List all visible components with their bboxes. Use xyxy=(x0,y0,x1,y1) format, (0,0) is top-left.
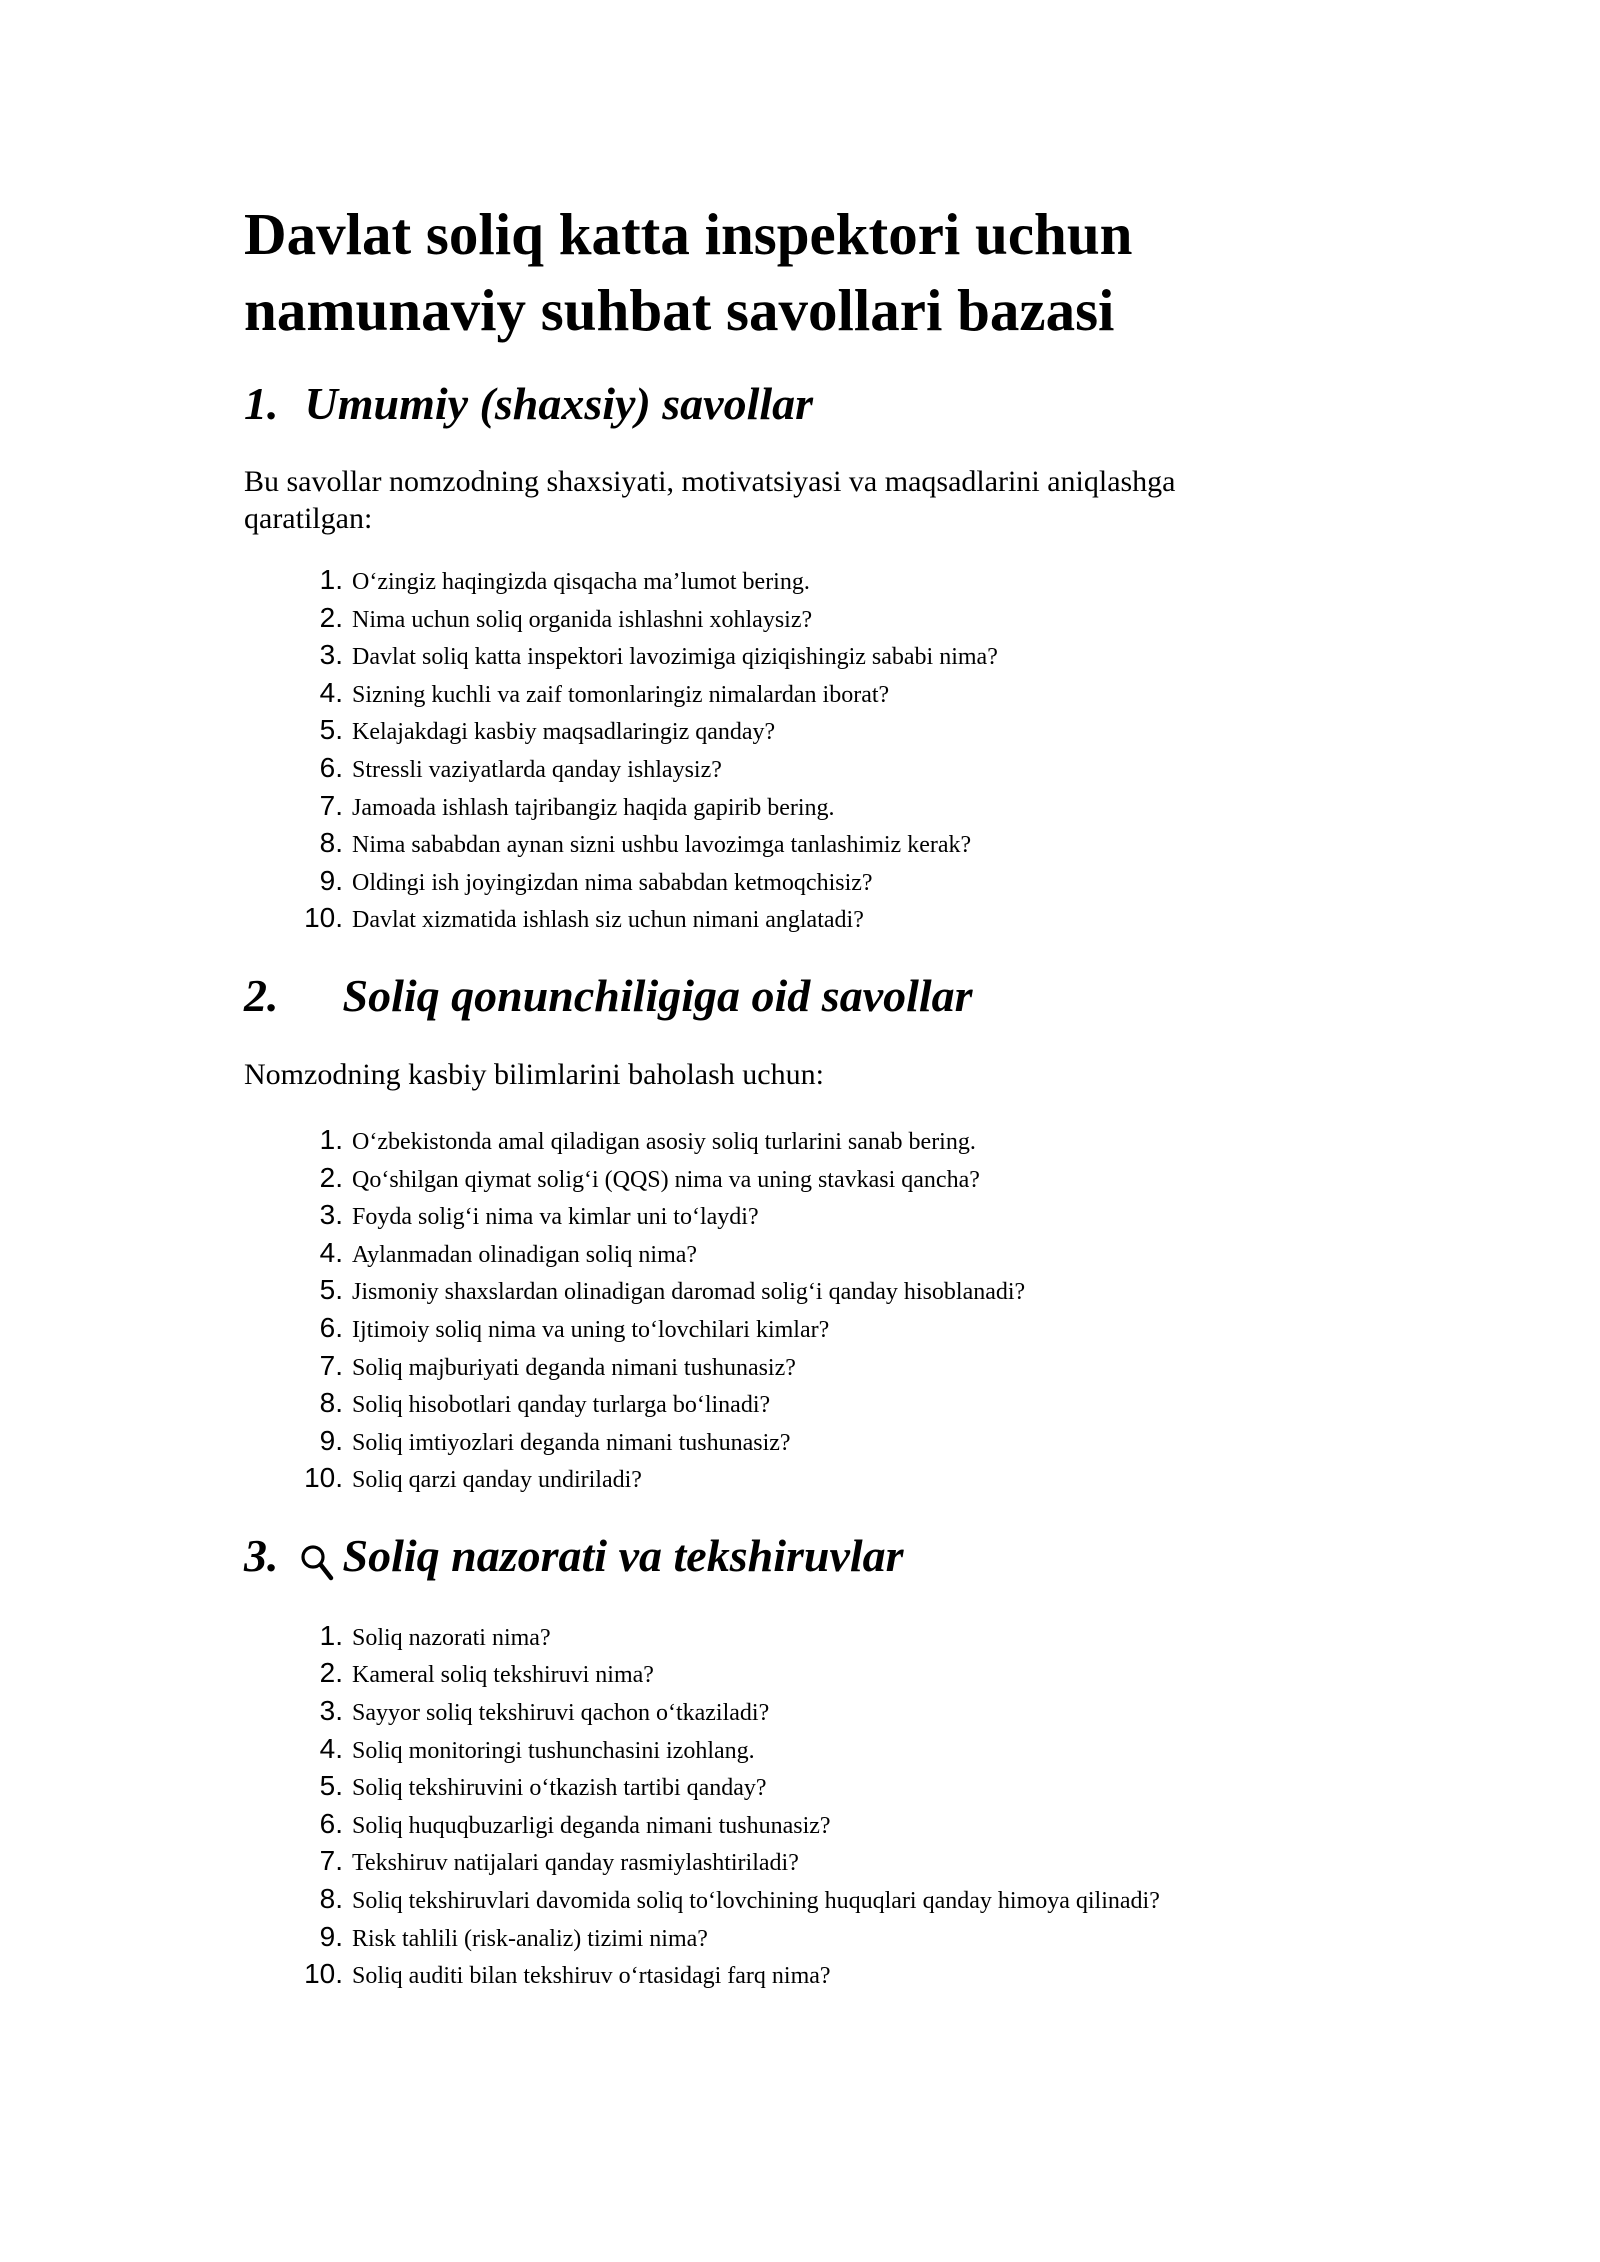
question-number: 8. xyxy=(319,1387,343,1419)
question-text: Davlat soliq katta inspektori lavozimiga qiziqishingiz sababi nima? xyxy=(352,644,998,671)
list-item xyxy=(292,1162,1394,1200)
list-item xyxy=(292,1462,1394,1500)
list-item xyxy=(292,1770,1394,1808)
list-item xyxy=(292,752,1394,790)
question-number: 7. xyxy=(319,789,343,821)
question-number: 9. xyxy=(319,864,343,896)
list-item xyxy=(292,564,1394,602)
question-number: 2. xyxy=(319,601,343,633)
section-2-intro xyxy=(244,1056,1394,1093)
question-text: Foyda solig‘i nima va kimlar uni to‘laydi? xyxy=(352,1204,759,1231)
question-text: Davlat xizmatida ishlash siz uchun nimani anglatadi? xyxy=(352,907,864,934)
question-number: 1. xyxy=(319,1619,343,1651)
list-item xyxy=(292,1237,1394,1275)
list-item xyxy=(292,865,1394,903)
question-text: Soliq hisobotlari qanday turlarga bo‘linadi? xyxy=(352,1392,771,1419)
list-item xyxy=(292,714,1394,752)
document-page xyxy=(244,196,1394,1996)
question-text: Soliq auditi bilan tekshiruv o‘rtasidagi farq nima? xyxy=(352,1963,831,1990)
question-text: Soliq majburiyati deganda nimani tushunasiz? xyxy=(352,1354,796,1381)
question-number: 6. xyxy=(319,1311,343,1343)
section-1-intro xyxy=(244,463,1394,537)
question-text: Soliq nazorati nima? xyxy=(352,1624,551,1651)
list-item xyxy=(292,1387,1394,1425)
magnifier-icon xyxy=(299,1538,335,1578)
list-item xyxy=(292,1312,1394,1350)
section-2-intro-line-1: Nomzodning kasbiy bilimlarini baholash uchun: xyxy=(244,1057,824,1091)
question-text: Aylanmadan olinadigan soliq nima? xyxy=(352,1241,698,1268)
section-1-title: Umumiy (shaxsiy) savollar xyxy=(304,378,814,429)
question-number: 7. xyxy=(319,1349,343,1381)
list-item xyxy=(292,1958,1394,1996)
question-text: Risk tahlili (risk-analiz) tizimi nima? xyxy=(352,1925,708,1952)
question-number: 3. xyxy=(319,1695,343,1727)
question-number: 4. xyxy=(319,1732,343,1764)
section-3-title: Soliq nazorati va tekshiruvlar xyxy=(342,1529,904,1581)
question-text: Soliq tekshiruvini o‘tkazish tartibi qanday? xyxy=(352,1775,767,1802)
section-3-number: 3. xyxy=(244,1529,279,1581)
question-number: 1. xyxy=(319,1123,343,1155)
title-line-1: Davlat soliq katta inspektori uchun xyxy=(244,201,1133,267)
question-number: 5. xyxy=(319,714,343,746)
question-number: 9. xyxy=(319,1920,343,1952)
question-text: Jismoniy shaxslardan olinadigan daromad solig‘i qanday hisoblanadi? xyxy=(352,1279,1026,1306)
list-item xyxy=(292,1620,1394,1658)
list-item xyxy=(292,639,1394,677)
question-number: 2. xyxy=(319,1161,343,1193)
question-number: 8. xyxy=(319,827,343,859)
question-text: Soliq huquqbuzarligi deganda nimani tushunasiz? xyxy=(352,1812,831,1839)
section-3-heading xyxy=(244,1526,1394,1586)
question-text: Jamoada ishlash tajribangiz haqida gapirib bering. xyxy=(352,794,835,821)
list-item xyxy=(292,1845,1394,1883)
question-text: Soliq imtiyozlari deganda nimani tushunasiz? xyxy=(352,1429,791,1456)
question-number: 2. xyxy=(319,1657,343,1689)
section-1-number: 1. xyxy=(244,378,279,429)
list-item xyxy=(292,827,1394,865)
question-number: 5. xyxy=(319,1770,343,1802)
document-title xyxy=(244,196,1394,348)
question-number: 4. xyxy=(319,676,343,708)
question-number: 8. xyxy=(319,1883,343,1915)
section-2-title: Soliq qonunchiligiga oid savollar xyxy=(342,969,973,1021)
section-1-question-list xyxy=(244,564,1394,940)
question-number: 10. xyxy=(304,1958,343,1990)
question-number: 7. xyxy=(319,1845,343,1877)
question-number: 6. xyxy=(319,751,343,783)
question-text: Sizning kuchli va zaif tomonlaringiz nimalardan iborat? xyxy=(352,681,890,708)
list-item xyxy=(292,1883,1394,1921)
list-item xyxy=(292,1199,1394,1237)
question-text: Nima sababdan aynan sizni ushbu lavozimga tanlashimiz kerak? xyxy=(352,832,972,859)
section-3-question-list xyxy=(244,1620,1394,1996)
list-item xyxy=(292,1808,1394,1846)
question-number: 10. xyxy=(304,902,343,934)
question-number: 4. xyxy=(319,1236,343,1268)
question-text: O‘zingiz haqingizda qisqacha ma’lumot bering. xyxy=(352,569,810,595)
section-1-heading xyxy=(244,374,1394,434)
list-item xyxy=(292,1733,1394,1771)
question-number: 10. xyxy=(304,1462,343,1494)
section-2-question-list xyxy=(244,1124,1394,1500)
list-item xyxy=(292,790,1394,828)
question-text: Nima uchun soliq organida ishlashni xohlaysiz? xyxy=(352,606,813,633)
question-text: Oldingi ish joyingizdan nima sababdan ketmoqchisiz? xyxy=(352,869,873,896)
question-number: 5. xyxy=(319,1274,343,1306)
question-number: 3. xyxy=(319,639,343,671)
section-1-intro-line-1: Bu savollar nomzodning shaxsiyati, motivatsiyasi va maqsadlarini aniqlashga xyxy=(244,465,1176,498)
question-text: Qo‘shilgan qiymat solig‘i (QQS) nima va uning stavkasi qancha? xyxy=(352,1166,980,1193)
question-text: Soliq tekshiruvlari davomida soliq to‘lovchining huquqlari qanday himoya qilinadi? xyxy=(352,1888,1160,1915)
title-line-2: namunaviy suhbat savollari bazasi xyxy=(244,277,1115,343)
list-item xyxy=(292,902,1394,940)
list-item xyxy=(292,1124,1394,1162)
list-item xyxy=(292,677,1394,715)
list-item xyxy=(292,1657,1394,1695)
question-text: Kameral soliq tekshiruvi nima? xyxy=(352,1662,654,1689)
question-number: 3. xyxy=(319,1199,343,1231)
list-item xyxy=(292,1425,1394,1463)
section-1-intro-line-2: qaratilgan: xyxy=(244,502,373,535)
question-text: O‘zbekistonda amal qiladigan asosiy soliq turlarini sanab bering. xyxy=(352,1128,976,1155)
section-2-heading xyxy=(244,966,1394,1026)
question-text: Kelajakdagi kasbiy maqsadlaringiz qanday? xyxy=(352,719,776,746)
section-2-number: 2. xyxy=(244,969,279,1021)
question-text: Soliq monitoringi tushunchasini izohlang. xyxy=(352,1737,755,1764)
question-number: 1. xyxy=(319,564,343,595)
question-text: Ijtimoiy soliq nima va uning to‘lovchilari kimlar? xyxy=(352,1316,830,1343)
question-text: Soliq qarzi qanday undiriladi? xyxy=(352,1467,642,1494)
list-item xyxy=(292,1274,1394,1312)
question-number: 6. xyxy=(319,1807,343,1839)
list-item xyxy=(292,602,1394,640)
question-number: 9. xyxy=(319,1424,343,1456)
list-item xyxy=(292,1350,1394,1388)
list-item xyxy=(292,1695,1394,1733)
question-text: Stressli vaziyatlarda qanday ishlaysiz? xyxy=(352,756,722,783)
question-text: Tekshiruv natijalari qanday rasmiylashtiriladi? xyxy=(352,1850,799,1877)
question-text: Sayyor soliq tekshiruvi qachon o‘tkaziladi? xyxy=(352,1700,770,1727)
list-item xyxy=(292,1921,1394,1959)
